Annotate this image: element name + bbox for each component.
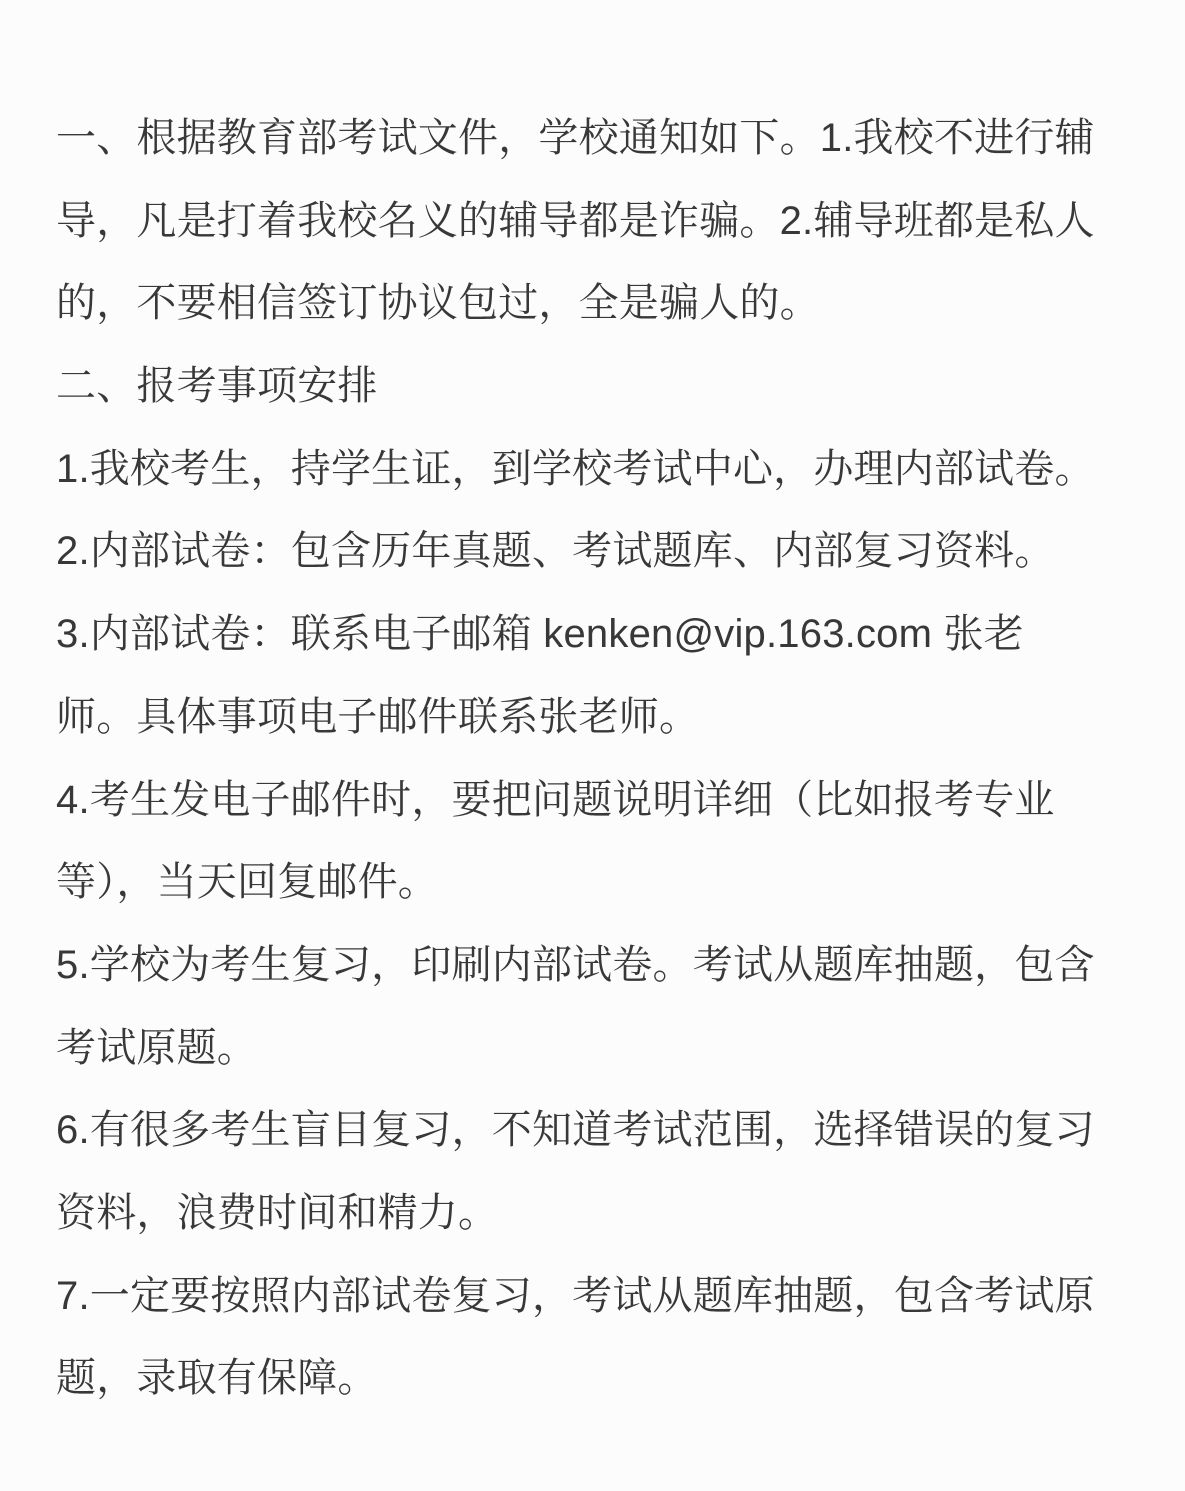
notice-line: 一、根据教育部考试文件，学校通知如下。1.我校不进行辅: [56, 116, 1095, 160]
notice-line: 等），当天回复邮件。: [56, 860, 438, 905]
notice-text: [56, 97, 1138, 1420]
notice-line: 导，凡是打着我校名义的辅导都是诈骗。2.辅导班都是私人: [56, 198, 1095, 243]
notice-line: 的，不要相信签订协议包过，全是骗人的。: [56, 281, 820, 326]
notice-line: 5.学校为考生复习，印刷内部试卷。考试从题库抽题，包含: [56, 942, 1095, 987]
notice-line: 1.我校考生，持学生证，到学校考试中心，办理内部试卷。: [56, 446, 1095, 491]
notice-line: 7.一定要按照内部试卷复习，考试从题库抽题，包含考试原: [56, 1273, 1095, 1318]
notice-line-email: 3.内部试卷：联系电子邮箱 kenken@vip.163.com 张老: [56, 612, 1024, 657]
notice-line: 6.有很多考生盲目复习，不知道考试范围，选择错误的复习: [56, 1108, 1095, 1153]
notice-line: 考试原题。: [56, 1025, 257, 1070]
notice-line: 4.考生发电子邮件时，要把问题说明详细（比如报考专业: [56, 777, 1055, 822]
notice-line: 题，录取有保障。: [56, 1356, 378, 1401]
notice-section-heading: 二、报考事项安排: [56, 364, 378, 409]
notice-line: 资料，浪费时间和精力。: [56, 1190, 499, 1235]
notice-line: 2.内部试卷：包含历年真题、考试题库、内部复习资料。: [56, 529, 1055, 574]
notice-line: 师。具体事项电子邮件联系张老师。: [56, 694, 700, 739]
